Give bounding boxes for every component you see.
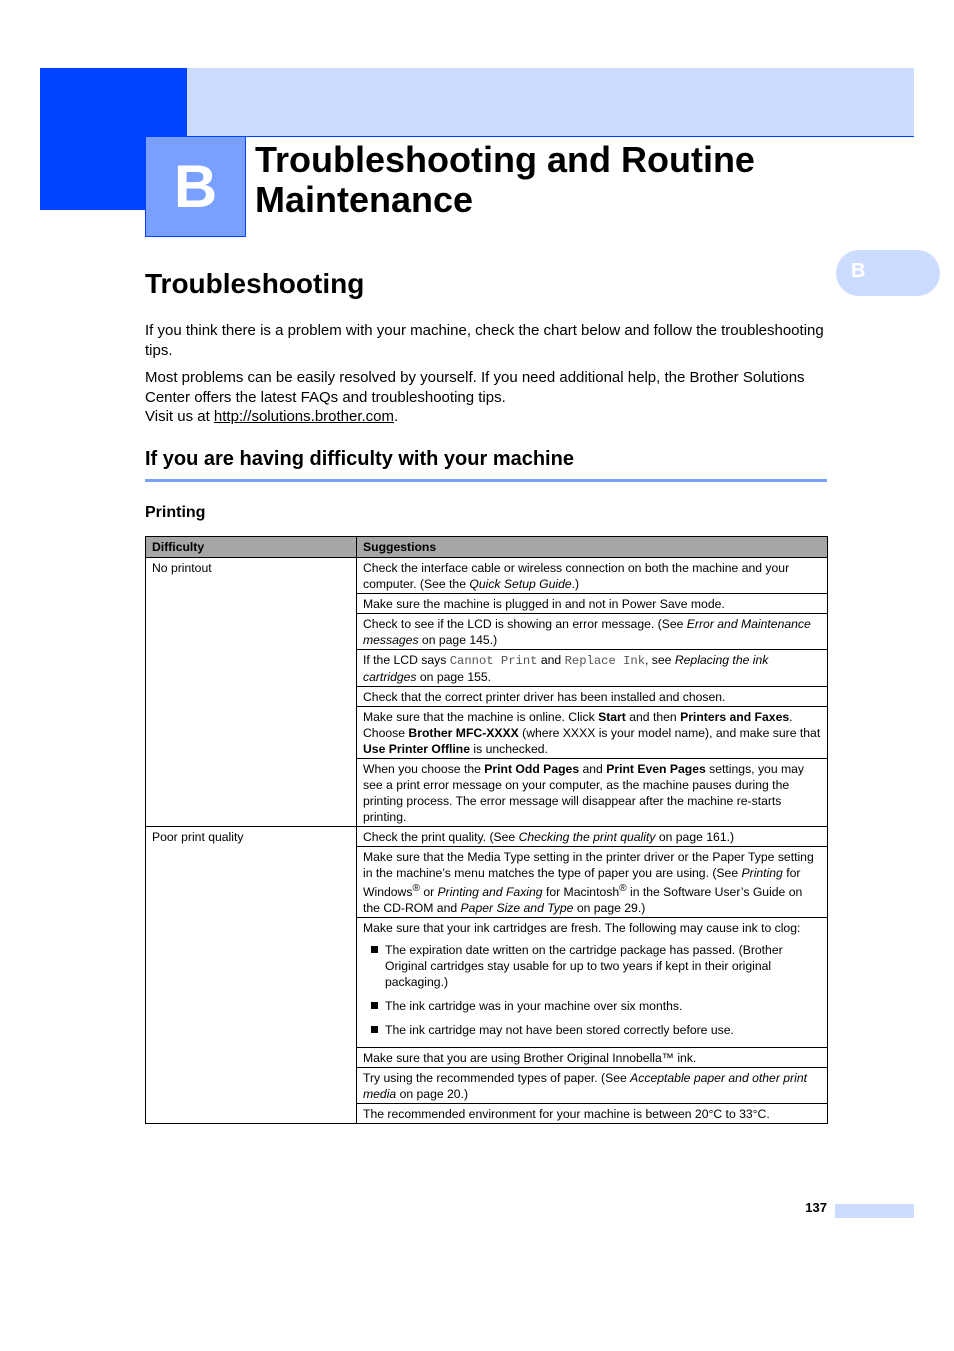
suggestion-text: Check to see if the LCD is showing an error message. (See bbox=[363, 617, 687, 631]
chapter-letter: B bbox=[145, 136, 246, 237]
suggestion-text: Make sure that the machine is online. Click bbox=[363, 710, 599, 724]
intro-paragraph: If you think there is a problem with your machine, check the chart below and follow the troubleshooting tips. bbox=[145, 322, 824, 359]
suggestion-text: Printing bbox=[741, 866, 783, 880]
suggestion-text: . Choose bbox=[363, 710, 793, 740]
list-item bbox=[363, 1022, 821, 1038]
square-bullet-icon bbox=[371, 1026, 378, 1033]
suggestion-text: (where XXXX is your model name), and make sure that bbox=[518, 726, 821, 740]
suggestion-cell bbox=[357, 650, 828, 687]
suggestion-text: ® bbox=[412, 883, 420, 894]
suggestion-text: on page 20.) bbox=[396, 1087, 469, 1102]
suggestion-text: If the LCD says bbox=[363, 653, 450, 667]
suggestion-text: Check the interface cable or wireless connection on both the machine and your computer. (See the bbox=[363, 561, 790, 591]
chapter-title: Troubleshooting and Routine Maintenance bbox=[255, 139, 755, 220]
suggestion-text: Quick Setup Guide bbox=[469, 577, 572, 591]
page-number: 137 bbox=[805, 1200, 827, 1215]
suggestion-cell bbox=[357, 594, 828, 614]
suggestion-text: The recommended environment for your machine is between 20°C to 33°C. bbox=[363, 1107, 770, 1122]
list-item bbox=[363, 998, 821, 1014]
section-title: Troubleshooting bbox=[145, 268, 365, 299]
chapter-side-tab[interactable]: B bbox=[836, 250, 940, 296]
suggestion-cell bbox=[357, 1048, 828, 1068]
suggestion-text: Use Printer Offline bbox=[363, 742, 471, 756]
suggestion-text: Acceptable paper and other print media bbox=[363, 1071, 807, 1102]
suggestion-text: for Windows bbox=[363, 866, 801, 900]
table-row bbox=[146, 558, 828, 594]
suggestion-cell bbox=[357, 847, 828, 918]
suggestion-text: Brother MFC-XXXX bbox=[408, 726, 519, 740]
bullet-text: The ink cartridge was in your machine over six months. bbox=[385, 999, 683, 1014]
suggestion-text: settings, you may see a print error message on your computer, as the machine pauses during the printing process. The error message will disappear after the machine re-starts printing. bbox=[363, 762, 805, 824]
suggestion-text: and then bbox=[625, 710, 681, 724]
help-text: Most problems can be easily resolved by yourself. If you need additional help, the Brother Solutions Center offers the latest FAQs and troubleshooting tips. bbox=[145, 369, 805, 406]
bullet-text: The expiration date written on the cartridge package has passed. (Brother Original cartridges stay usable for up to two years if kept in their original packaging.) bbox=[385, 943, 783, 990]
suggestion-text: Make sure that you are using Brother Original Innobella™ ink. bbox=[363, 1051, 697, 1066]
suggestion-text: for Macintosh bbox=[542, 885, 620, 900]
printing-heading: Printing bbox=[145, 504, 206, 521]
table-body bbox=[146, 558, 828, 1124]
suggestion-text: Print Odd Pages bbox=[484, 762, 580, 776]
table-row bbox=[146, 827, 828, 847]
chapter-header-band bbox=[187, 68, 914, 136]
difficulty-cell: No printout bbox=[146, 558, 357, 827]
suggestion-text: Make sure that your ink cartridges are fresh. The following may cause ink to clog: bbox=[363, 921, 801, 936]
suggestion-text: Replace Ink bbox=[564, 654, 646, 668]
suggestion-text: Checking the print quality bbox=[518, 830, 656, 844]
subsection-title: If you are having difficulty with your machine bbox=[145, 448, 574, 470]
suggestion-text: Paper Size and Type bbox=[460, 901, 574, 916]
suggestion-text: Cannot Print bbox=[449, 654, 538, 668]
help-paragraph bbox=[145, 368, 825, 427]
column-header-suggestions: Suggestions bbox=[357, 537, 828, 558]
suggestion-cell bbox=[357, 707, 828, 759]
suggestion-text: or bbox=[419, 885, 438, 900]
suggestion-text: in the Software User’s Guide on the CD-ROM and bbox=[363, 885, 803, 916]
subsection-rule bbox=[145, 479, 827, 482]
suggestion-cell bbox=[357, 827, 828, 847]
troubleshooting-table bbox=[145, 536, 828, 1124]
suggestion-text: Check the print quality. (See bbox=[363, 830, 519, 844]
suggestion-text: and bbox=[579, 762, 607, 776]
suggestion-cell bbox=[357, 759, 828, 827]
suggestion-cell bbox=[357, 558, 828, 594]
suggestion-text: Print Even Pages bbox=[606, 762, 706, 776]
bullet-list bbox=[363, 942, 821, 1038]
suggestion-text: , see bbox=[645, 653, 675, 667]
suggestion-cell bbox=[357, 1104, 828, 1124]
square-bullet-icon bbox=[371, 1002, 378, 1009]
suggestion-text: Check that the correct printer driver has been installed and chosen. bbox=[363, 690, 726, 704]
suggestion-cell bbox=[357, 687, 828, 707]
suggestion-text: When you choose the bbox=[363, 762, 485, 776]
suggestion-text: on page 145.) bbox=[418, 633, 498, 647]
column-header-difficulty: Difficulty bbox=[146, 537, 357, 558]
suggestion-text: .) bbox=[571, 577, 580, 591]
solutions-center-link[interactable]: http://solutions.brother.com bbox=[213, 408, 395, 425]
suggestion-text: on page 29.) bbox=[573, 901, 646, 916]
list-item bbox=[363, 942, 821, 990]
visit-prefix: Visit us at bbox=[145, 408, 214, 425]
square-bullet-icon bbox=[371, 946, 378, 953]
suggestion-cell bbox=[357, 614, 828, 650]
visit-suffix: . bbox=[394, 408, 399, 425]
suggestion-text: Make sure that the Media Type setting in the printer driver or the Paper Type setting in the machine’s menu matches the type of paper you are using. (See bbox=[363, 850, 814, 880]
suggestion-text: Try using the recommended types of paper. (See bbox=[363, 1071, 631, 1086]
page-number-bar bbox=[835, 1204, 914, 1218]
suggestion-text: and bbox=[537, 653, 565, 667]
suggestion-cell bbox=[357, 918, 828, 1048]
chapter-header-rule bbox=[187, 136, 914, 137]
suggestion-text: ® bbox=[619, 883, 627, 894]
suggestion-text: Printers and Faxes bbox=[680, 710, 790, 724]
suggestion-text: Make sure the machine is plugged in and not in Power Save mode. bbox=[363, 597, 725, 611]
suggestion-text: Replacing the ink cartridges bbox=[363, 653, 769, 684]
suggestion-text: on page 155. bbox=[416, 670, 492, 684]
suggestion-text: Start bbox=[598, 710, 626, 724]
bullet-text: The ink cartridge may not have been stored correctly before use. bbox=[385, 1023, 734, 1038]
suggestion-text: Printing and Faxing bbox=[437, 885, 543, 900]
suggestion-cell bbox=[357, 1068, 828, 1104]
suggestion-text: Error and Maintenance messages bbox=[363, 617, 811, 647]
difficulty-cell: Poor print quality bbox=[146, 827, 357, 1124]
table-header-row bbox=[146, 537, 828, 558]
suggestion-text: is unchecked. bbox=[470, 742, 548, 756]
suggestion-text: on page 161.) bbox=[655, 830, 735, 844]
